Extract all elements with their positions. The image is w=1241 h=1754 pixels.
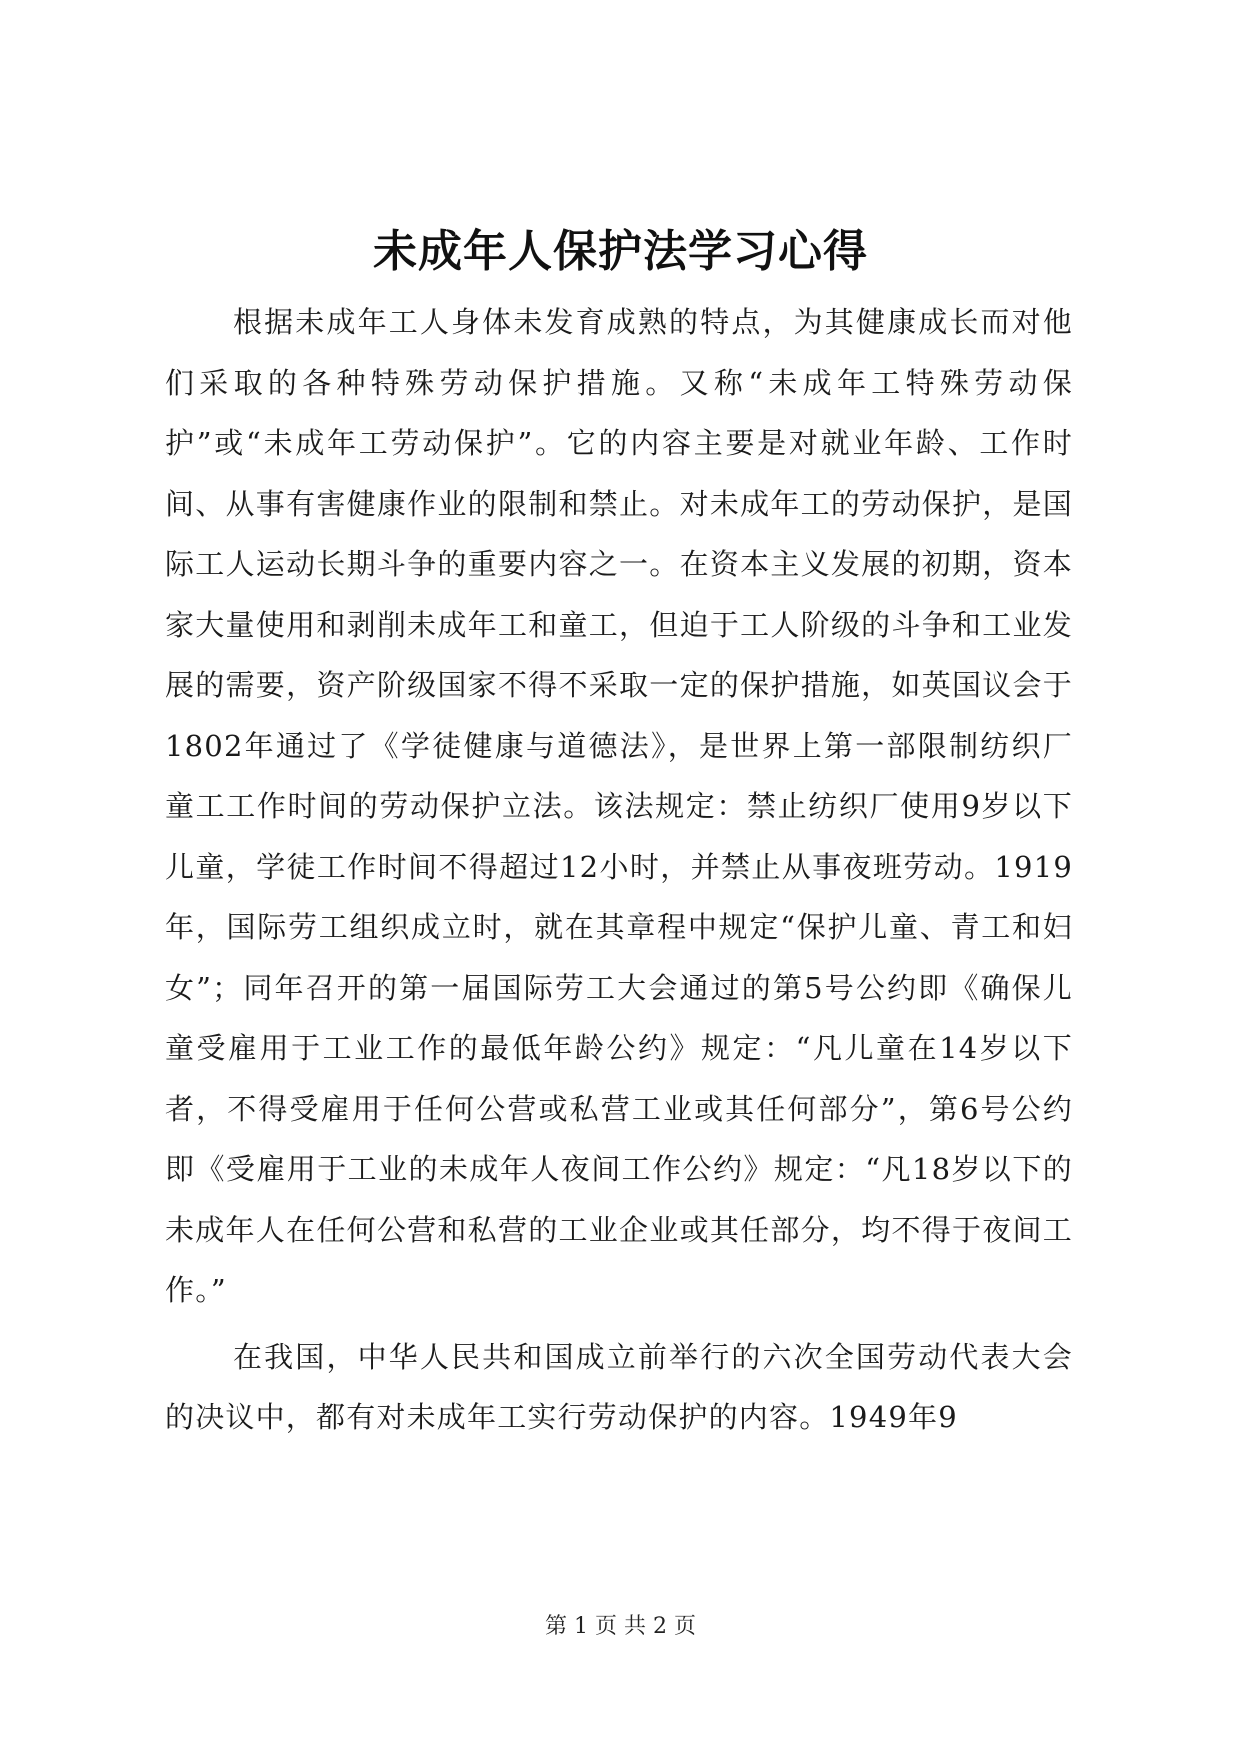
page-number-footer: 第 1 页 共 2 页 [545,1614,696,1639]
body-paragraph-2: 在我国，中华人民共和国成立前举行的六次全国劳动代表大会的决议中，都有对未成年工实行劳动保护的内容。1949年9 [165,1339,1073,1434]
body-paragraph-1: 根据未成年工人身体未发育成熟的特点，为其健康成长而对他们采取的各种特殊劳动保护措施。又称“未成年工特殊劳动保护”或“未成年工劳动保护”。它的内容主要是对就业年龄、工作时间、从事有害健康作业的限制和禁止。对未成年工的劳动保护，是国际工人运动长期斗争的重要内容之一。在资本主义发展的初期，资本家大量使用和剥削未成年工和童工，但迫于工人阶级的斗争和工业发展的需要，资产阶级国家不得不采取一定的保护措施，如英国议会于1802年通过了《学徒健康与道德法》，是世界上第一部限制纺织厂童工工作时间的劳动保护立法。该法规定：禁止纺织厂使用9岁以下儿童，学徒工作时间不得超过12小时，并禁止从事夜班劳动。1919年，国际劳工组织成立时，就在其章程中规定“保护儿童、青工和妇女”；同年召开的第一届国际劳工大会通过的第5号公约即《确保儿童受雇用于工业工作的最低年龄公约》规定：“凡儿童在14岁以下者，不得受雇用于任何公营或私营工业或其任何部分”，第6号公约即《受雇用于工业的未成年人夜间工作公约》规定：“凡18岁以下的未成年人在任何公营和私营的工业企业或其任部分，均不得于夜间工作。” [165,305,1073,1307]
document-title: 未成年人保护法学习心得 [373,226,868,277]
document-body [165,292,1073,1448]
